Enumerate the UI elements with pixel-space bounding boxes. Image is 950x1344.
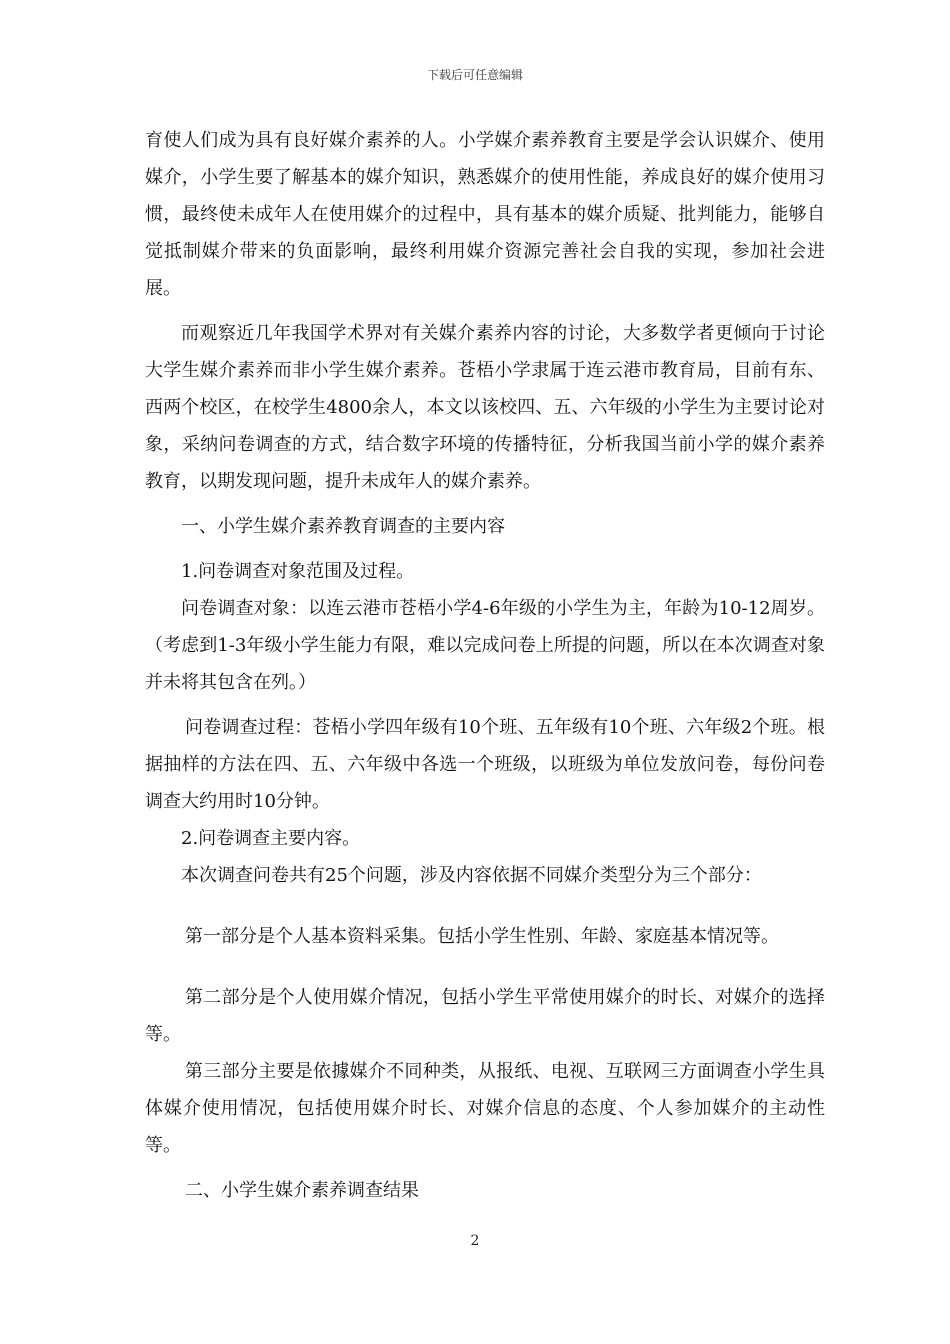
paragraph-continued: 育使人们成为具有良好媒介素养的人。小学媒介素养教育主要是学会认识媒介、使用媒介，小学生要了解基本的媒介知识，熟悉媒介的使用性能，养成良好的媒介使用习惯，最终使未成年人在使用媒介的过程中，具有基本的媒介质疑、批判能力，能够自觉抵制媒介带来的负面影响，最终利用媒介资源完善社会自我的实现，参加社会进展。: [145, 130, 825, 299]
page-header: 下载后可任意编辑: [426, 68, 523, 82]
section-heading-2: 二、小学生媒介素养调查结果: [185, 1180, 419, 1201]
paragraph-research-background: 而观察近几年我国学术界对有关媒介素养内容的讨论，大多数学者更倾向于讨论大学生媒介素养而非小学生媒介素养。苍梧小学隶属于连云港市教育局，目前有东、西两个校区，在校学生4800余人，本文以该校四、五、六年级的小学生为主要讨论对象，采纳问卷调查的方式，结合数字环境的传播特征，分析我国当前小学的媒介素养教育，以期发现问题，提升未成年人的媒介素养。: [145, 323, 825, 492]
section-heading-1: 一、小学生媒介素养教育调查的主要内容: [181, 516, 505, 537]
paragraph-part-two: 第二部分是个人使用媒介情况，包括小学生平常使用媒介的时长、对媒介的选择等。: [145, 987, 825, 1045]
paragraph-survey-content: 本次调查问卷共有25个问题，涉及内容依据不同媒介类型分为三个部分：: [181, 865, 762, 886]
paragraph-part-one: 第一部分是个人基本资料采集。包括小学生性别、年龄、家庭基本情况等。: [185, 926, 779, 947]
subheading-1: 1.问卷调查对象范围及过程。: [181, 561, 415, 582]
paragraph-survey-subjects: 问卷调查对象：以连云港市苍梧小学4-6年级的小学生为主，年龄为10-12周岁。（考虑到1-3年级小学生能力有限，难以完成问卷上所提的问题，所以在本次调查对象并未将其包含在列。）: [145, 598, 825, 693]
subheading-2: 2.问卷调查主要内容。: [181, 828, 361, 849]
paragraph-survey-process: 问卷调查过程：苍梧小学四年级有10个班、五年级有10个班、六年级2个班。根据抽样的方法在四、五、六年级中各选一个班级，以班级为单位发放问卷，每份问卷调查大约用时10分钟。: [145, 717, 825, 812]
document-body: [145, 122, 825, 1209]
page-number: 2: [470, 1233, 480, 1249]
paragraph-part-three: 第三部分主要是依據媒介不同种类，从报纸、电视、互联网三方面调查小学生具体媒介使用情况，包括使用媒介时长、对媒介信息的态度、个人参加媒介的主动性等。: [145, 1061, 825, 1156]
